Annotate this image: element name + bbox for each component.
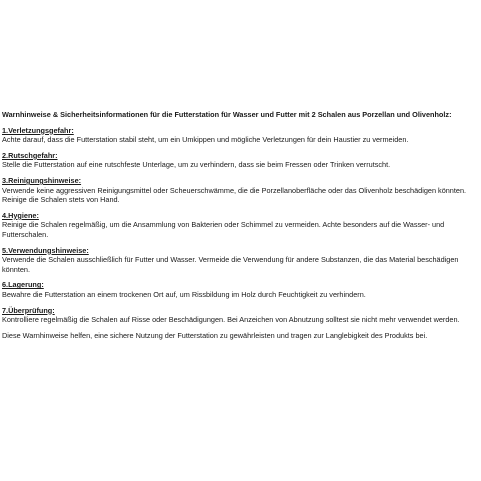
section-rutschgefahr <box>2 151 478 170</box>
section-text: Stelle die Futterstation auf eine rutschfeste Unterlage, um zu verhindern, dass sie beim Fressen oder Trinken verrutscht. <box>2 160 391 170</box>
section-verletzungsgefahr <box>2 126 478 145</box>
section-heading: 2.Rutschgefahr: <box>2 150 58 160</box>
section-text: Reinige die Schalen regelmäßig, um die Ansammlung von Bakterien oder Schimmel zu vermeiden. Achte besonders auf die Wasser- und Futterschalen. <box>2 220 445 239</box>
section-text: Verwende keine aggressiven Reinigungsmittel oder Scheuerschwämme, die die Porzellanoberfläche oder das Olivenholz beschädigen könnten. Reinige die Schalen stets von Hand. <box>2 185 467 205</box>
section-text: Bewahre die Futterstation an einem trockenen Ort auf, um Rissbildung im Holz durch Feuchtigkeit zu verhindern. <box>2 289 366 299</box>
section-heading: 5.Verwendungshinweise: <box>2 245 89 255</box>
section-lagerung <box>2 280 478 299</box>
section-hygiene <box>2 211 478 240</box>
section-text: Verwende die Schalen ausschließlich für Futter und Wasser. Vermeide die Verwendung für andere Substanzen, die das Material beschädigen könnten. <box>2 255 459 274</box>
section-heading: 4.Hygiene: <box>2 210 39 220</box>
section-heading: 6.Lagerung: <box>2 280 44 290</box>
closing-paragraph: Diese Warnhinweise helfen, eine sichere Nutzung der Futterstation zu gewährleisten und tragen zur Langlebigkeit des Produkts bei. <box>2 330 428 340</box>
section-verwendungshinweise <box>2 246 478 275</box>
section-text: Kontrolliere regelmäßig die Schalen auf Risse oder Beschädigungen. Bei Anzeichen von Abnutzung solltest sie nicht mehr verwendet werden. <box>2 315 460 325</box>
section-ueberpruefung <box>2 306 478 325</box>
section-heading: 1.Verletzungsgefahr: <box>2 125 74 135</box>
section-heading: 3.Reinigungshinweise: <box>2 175 82 185</box>
document <box>2 110 478 340</box>
section-text: Achte darauf, dass die Futterstation stabil steht, um ein Umkippen und mögliche Verletzungen für dein Haustier zu vermeiden. <box>2 135 409 145</box>
section-reinigungshinweise <box>2 176 478 205</box>
section-heading: 7.Überprüfung: <box>2 305 55 315</box>
document-title: Warnhinweise & Sicherheitsinformationen für die Futterstation für Wasser und Futter mit 2 Schalen aus Porzellan und Olivenholz: <box>2 110 452 119</box>
